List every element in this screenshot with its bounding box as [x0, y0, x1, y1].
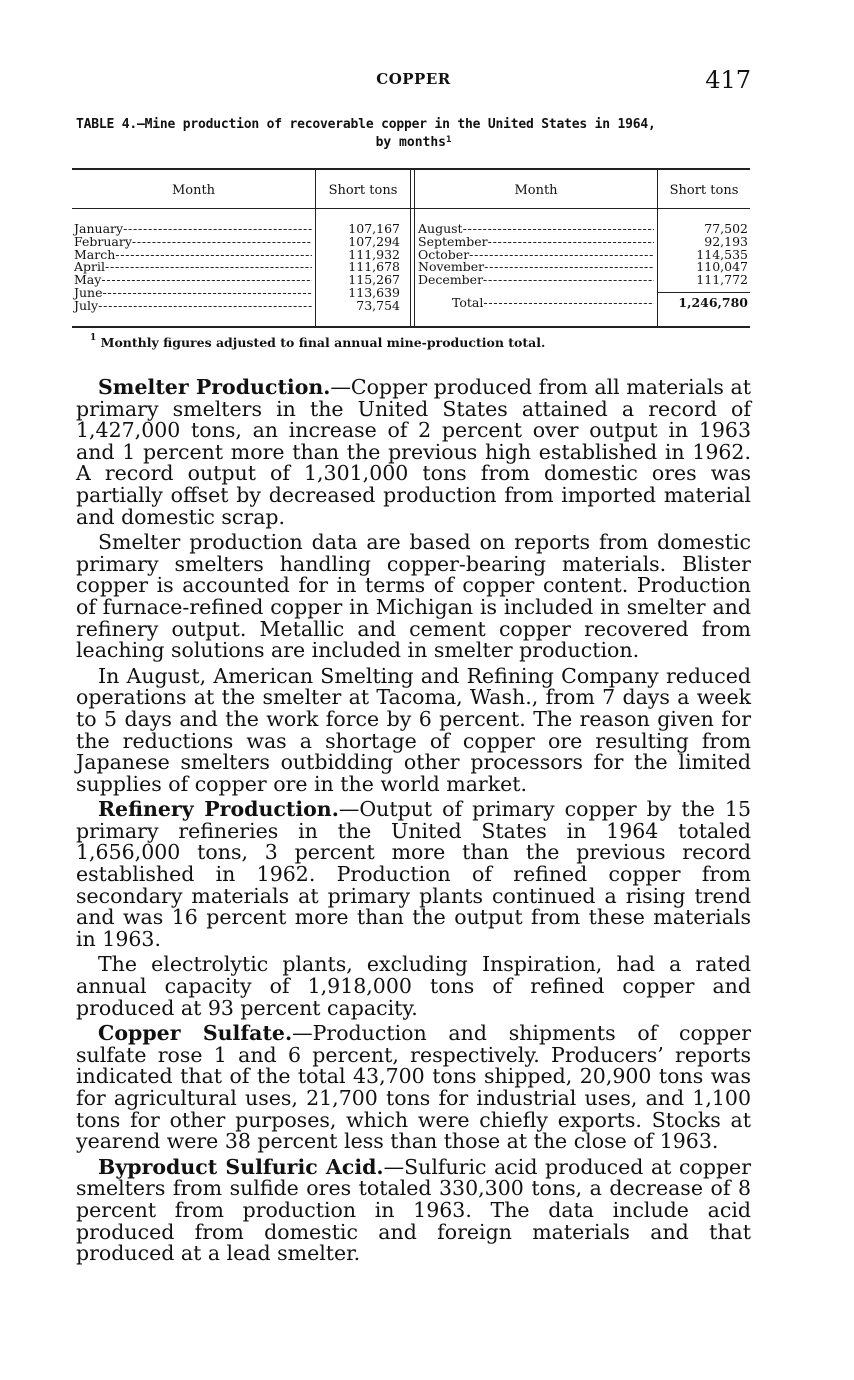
running-title: COPPER [376, 70, 451, 88]
paragraph-heading: Smelter Production. [98, 375, 331, 399]
month-label: April [74, 259, 105, 275]
paragraph [76, 663, 751, 796]
leader-dots [103, 287, 312, 300]
paragraph-text: —Sulfuric acid produced at copper smelters from sulfide ores totaled 330,300 tons, a decrease of 8 percent from production in 1963. The data include acid produced from domestic and foreign materials and that produced at a lead smelter. [76, 1154, 751, 1266]
leader-dots [484, 261, 654, 274]
leader-dots [101, 274, 312, 287]
month-label: July [74, 297, 99, 313]
paragraph [76, 377, 751, 528]
table-row-month [74, 246, 312, 262]
paragraph-heading: Byproduct Sulfuric Acid. [98, 1154, 384, 1179]
footnote-mark: 1 [90, 333, 97, 343]
month-label: September [418, 233, 488, 249]
tons-value: 113,639 [348, 284, 400, 300]
leader-dots [483, 297, 654, 310]
table-caption [76, 116, 751, 152]
tons-value: 111,932 [348, 246, 400, 262]
month-label: August [418, 221, 463, 236]
month-label: December [418, 272, 484, 288]
table-row-month [74, 261, 312, 274]
running-head [76, 66, 751, 96]
tons-value: 111,678 [348, 259, 400, 275]
total-value: 1,246,780 [678, 295, 748, 310]
production-table [72, 168, 750, 328]
table-caption-line-2: by months [375, 135, 447, 150]
paragraph-text: —Output of primary copper by the 15 primary refineries in the United States in 1964 totaled 1,656,000 tons, 3 percent more than the previous record established in 1962. Production of refined copper from secondary materials at primary plants continued a rising trend and was 16 percent more than the output from these materials in 1963. [76, 797, 751, 951]
leader-dots [463, 223, 654, 236]
leader-dots [469, 249, 654, 262]
paragraph-heading: Refinery Production. [98, 797, 339, 822]
tons-value: 107,294 [348, 233, 400, 249]
right-month-column [418, 223, 654, 287]
leader-dots [123, 223, 312, 236]
month-label: November [418, 259, 485, 275]
tons-value: 115,267 [348, 272, 400, 288]
table-row-month [418, 274, 654, 287]
total-rule [658, 292, 750, 293]
total-label: Total [452, 295, 484, 310]
paragraph-heading: Copper Sulfate. [98, 1021, 293, 1046]
month-label: October [418, 246, 470, 262]
column-header-month-right: Month [514, 183, 558, 198]
tons-value: 111,772 [696, 272, 748, 288]
column-header-tons-right: Short tons [669, 183, 739, 198]
tons-value: 107,167 [348, 221, 400, 236]
body-text [76, 377, 751, 1269]
paragraph [76, 532, 751, 662]
page-number: 417 [705, 66, 751, 94]
tons-value: 77,502 [704, 221, 748, 236]
leader-dots [105, 261, 312, 274]
paragraph [76, 1023, 751, 1153]
month-label: March [74, 246, 116, 262]
leader-dots [132, 236, 312, 249]
paragraph-text: The electrolytic plants, excluding Inspiration, had a rated annual capacity of 1,918,000 tons of refined copper and produced at 93 percent capacity. [76, 952, 751, 1020]
left-tons-column [316, 223, 400, 313]
tons-value: 110,047 [696, 259, 748, 275]
month-label: January [74, 221, 124, 236]
paragraph-text: Smelter production data are based on reports from domestic primary smelters handling copper-bearing materials. Blister copper is accounted for in terms of copper content. Production of furnace-refined copper in Michigan is included in smelter and refinery output. Metallic and cement copper recovered from leaching solutions are included in smelter production. [76, 530, 751, 663]
leader-dots [115, 249, 312, 262]
leader-dots [483, 274, 654, 287]
leader-dots [98, 300, 312, 313]
footnote-text: Monthly figures adjusted to final annual mine-production total. [100, 335, 546, 350]
tons-value: 73,754 [356, 297, 400, 313]
table-row-month [74, 274, 312, 287]
left-month-column [74, 223, 312, 313]
column-header-month-left: Month [171, 183, 216, 198]
table-caption-line-1: TABLE 4.—Mine production of recoverable copper in the United States in 1964, [76, 117, 656, 132]
paragraph-text: —Production and shipments of copper sulfate rose 1 and 6 percent, respectively. Producers’ reports indicated that of the total 43,700 tons shipped, 20,900 tons was for agricultural uses, 21,700 tons for industrial uses, and 1,100 tons for other purposes, which were chiefly exports. Stocks at yearend were 38 percent less than those at the close of 1963. [76, 1021, 752, 1154]
month-label: May [74, 272, 102, 288]
right-tons-column [658, 223, 748, 287]
table-row-month [74, 284, 312, 300]
paragraph [76, 1154, 751, 1266]
paragraph-text: In August, American Smelting and Refining Company reduced operations at the smelter at Tacoma, Wash., from 7 days a week to 5 days and the work force by 6 percent. The reason given for the reductions was a shortage of copper ore resulting from Japanese smelters outbidding other processors for the limited supplies of copper ore in the world market. [76, 663, 751, 796]
column-header-tons-left: Short tons [328, 183, 398, 198]
header-rule [72, 208, 750, 209]
paragraph-text: —Copper produced from all materials at primary smelters in the United States attained a record of 1,427,000 tons, an increase of 2 percent over output in 1963 and 1 percent more than the previous high established in 1962. A record output of 1,301,000 tons from domestic ores was partially offset by decreased production from imported material and domestic scrap. [76, 375, 751, 529]
month-label: February [74, 233, 132, 249]
table-footnote [90, 335, 545, 350]
paragraph [76, 954, 751, 1019]
total-row [418, 297, 654, 310]
leader-dots [488, 236, 654, 249]
tons-value: 92,193 [704, 233, 748, 249]
tons-value: 114,535 [696, 246, 748, 262]
month-label: June [74, 284, 103, 300]
table-row-month [74, 297, 312, 313]
paragraph [76, 799, 751, 950]
caption-footnote-mark: 1 [446, 135, 452, 145]
